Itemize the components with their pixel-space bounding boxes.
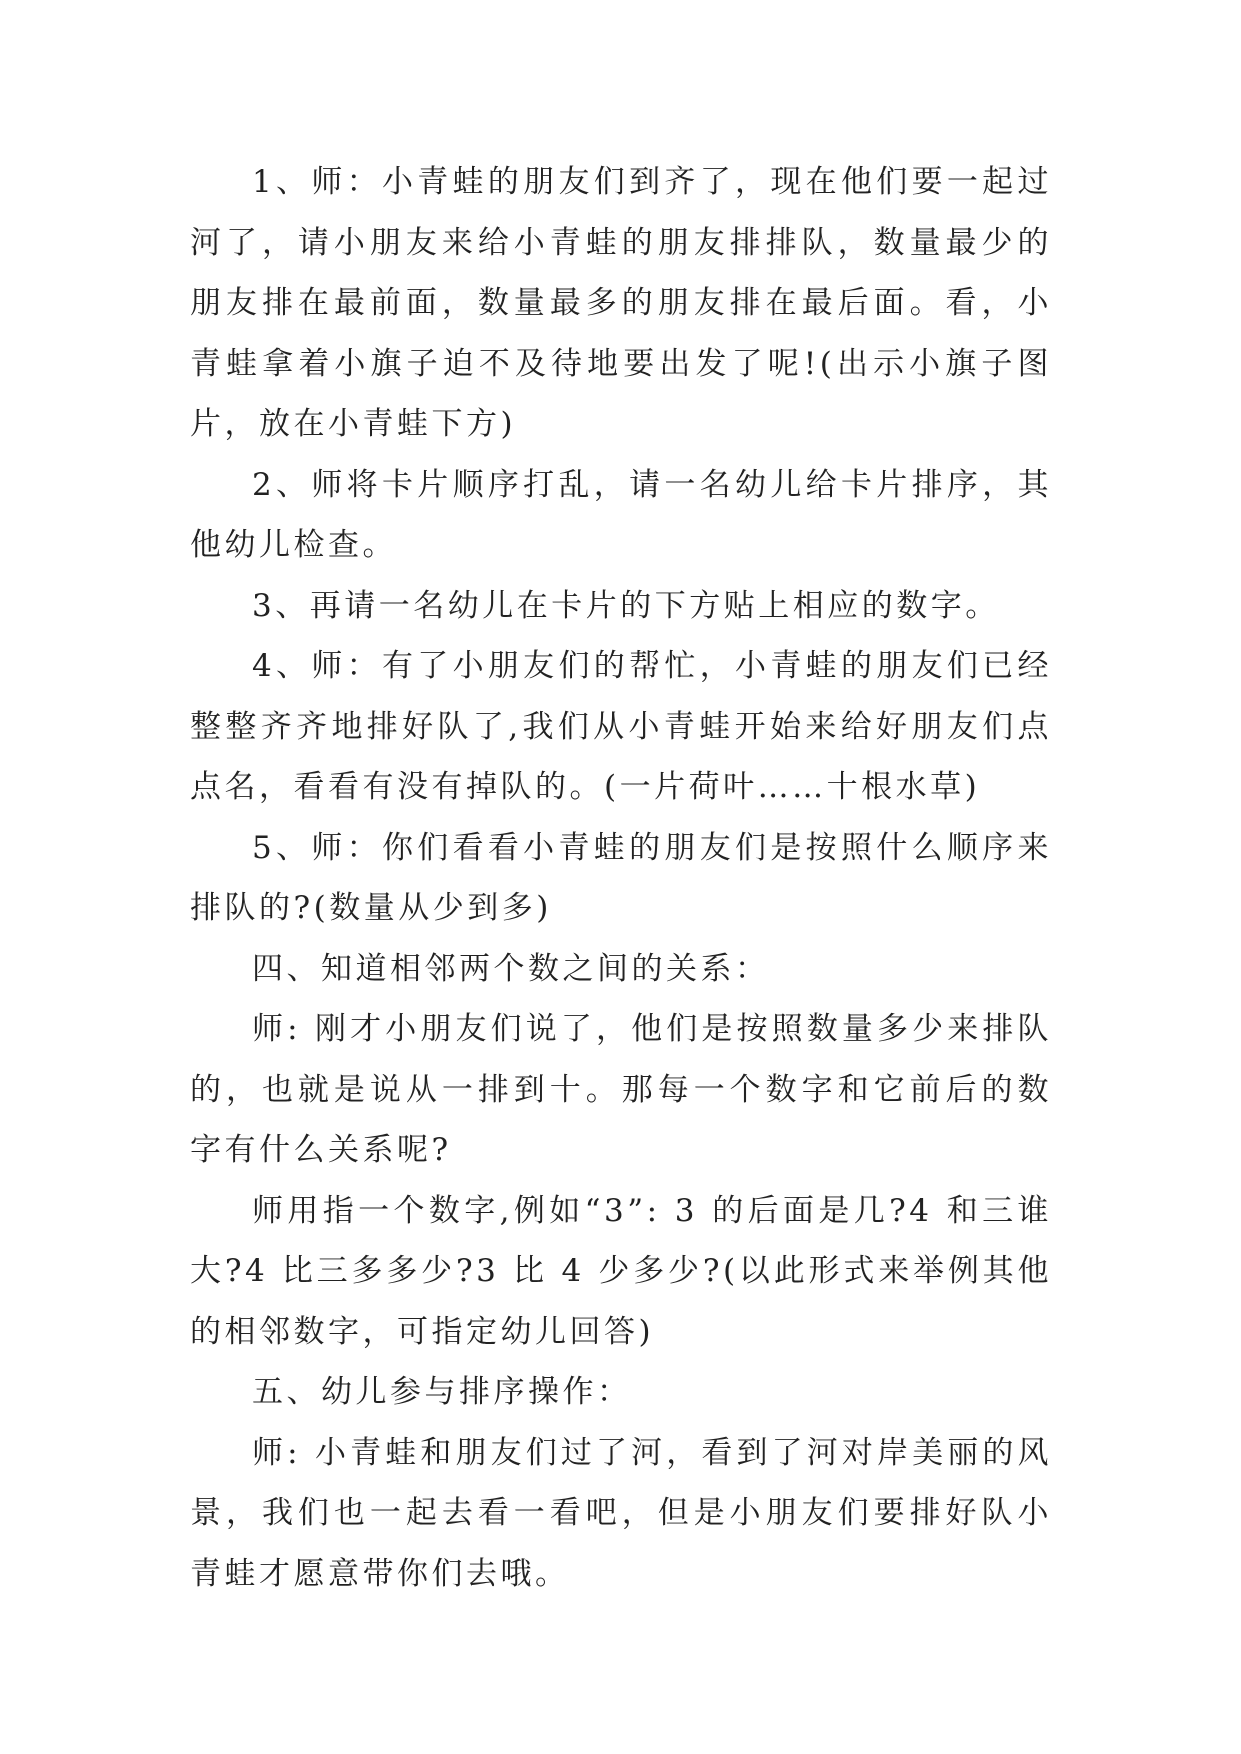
section-heading-5: 五、幼儿参与排序操作： xyxy=(252,1374,632,1410)
paragraph-step-1: 1、师：小青蛙的朋友们到齐了，现在他们要一起过河了，请小朋友来给小青蛙的朋友排排队，数量最少的朋友排在最前面，数量最多的朋友排在最后面。看，小青蛙拿着小旗子迫不及待地要出发了呢!(出示小旗子图片，放在小青蛙下方) xyxy=(190,164,1052,442)
section-heading-4: 四、知道相邻两个数之间的关系： xyxy=(252,950,770,987)
paragraph-step-5: 5、师：你们看看小青蛙的朋友们是按照什么顺序来排队的?(数量从少到多) xyxy=(190,829,1052,926)
paragraph-step-2: 2、师将卡片顺序打乱，请一名幼儿给卡片排序，其他幼儿检查。 xyxy=(190,466,1052,563)
paragraph-teacher-3: 师: 小青蛙和朋友们过了河，看到了河对岸美丽的风景，我们也一起去看一看吧，但是小朋友们要排好队小青蛙才愿意带你们去哦。 xyxy=(190,1434,1052,1592)
paragraph-teacher-2: 师用指一个数字,例如“3”: 3 的后面是几?4 和三谁大?4 比三多多少?3 比 4 少多少?(以此形式来举例其他的相邻数字，可指定幼儿回答) xyxy=(190,1192,1052,1350)
paragraph-step-4: 4、师：有了小朋友们的帮忙，小青蛙的朋友们已经整整齐齐地排好队了,我们从小青蛙开始来给好朋友们点点名，看看有没有掉队的。(一片荷叶……十根水草) xyxy=(190,648,1052,805)
document-body xyxy=(190,152,1052,1604)
paragraph-step-3: 3、再请一名幼儿在卡片的下方贴上相应的数字。 xyxy=(252,587,1000,624)
paragraph-teacher-1: 师: 刚才小朋友们说了，他们是按照数量多少来排队的，也就是说从一排到十。那每一个数字和它前后的数字有什么关系呢? xyxy=(190,1011,1052,1168)
